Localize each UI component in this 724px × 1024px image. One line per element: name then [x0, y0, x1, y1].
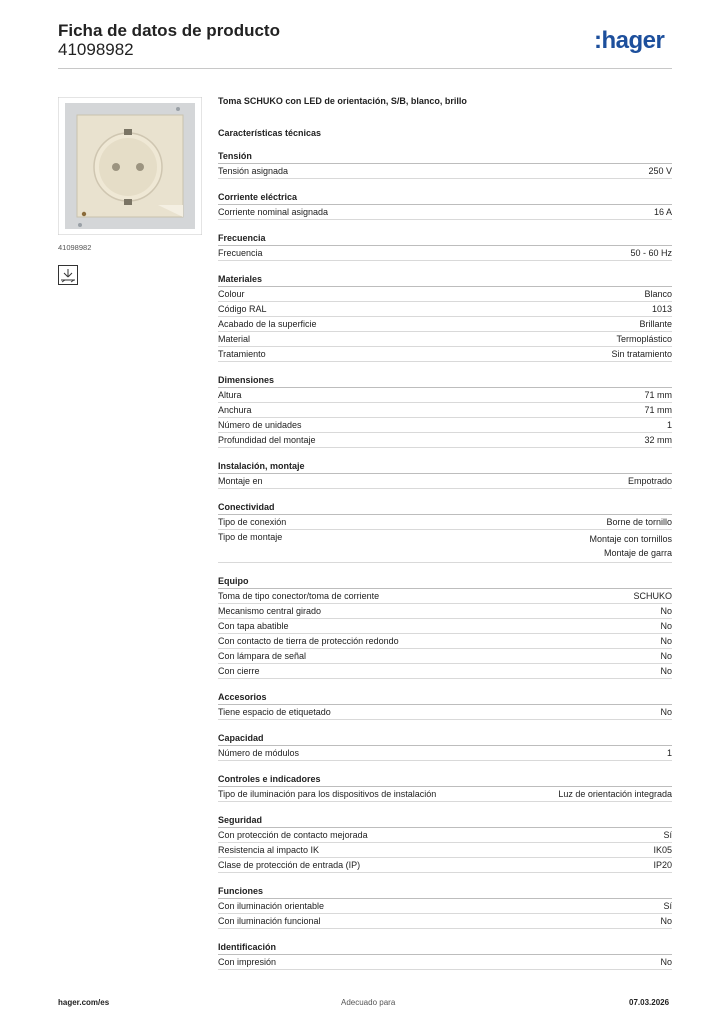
spec-row — [218, 705, 672, 720]
spec-value: 32 mm — [644, 435, 672, 445]
spec-value: Blanco — [644, 289, 672, 299]
section-title: Controles e indicadores — [218, 774, 672, 787]
spec-section — [218, 733, 672, 761]
spec-label: Con impresión — [218, 957, 277, 967]
spec-value: 250 V — [648, 166, 672, 176]
footer-website: hager.com/es — [58, 998, 110, 1007]
section-title: Tensión — [218, 151, 672, 164]
spec-label: Con lámpara de señal — [218, 651, 307, 661]
section-title: Capacidad — [218, 733, 672, 746]
spec-value: 1 — [666, 748, 672, 758]
spec-row — [218, 418, 672, 433]
spec-section — [218, 942, 672, 970]
spec-sections — [218, 151, 672, 970]
spec-label: Frecuencia — [218, 248, 263, 258]
spec-value: No — [660, 666, 672, 676]
spec-section — [218, 886, 672, 929]
spec-label: Con protección de contacto mejorada — [218, 830, 368, 840]
spec-value: 16 A — [653, 207, 672, 217]
spec-section — [218, 502, 672, 563]
spec-row — [218, 787, 672, 802]
spec-row — [218, 858, 672, 873]
spec-value: No — [660, 651, 672, 661]
spec-label: Número de módulos — [218, 748, 300, 758]
spec-label: Tratamiento — [218, 349, 266, 359]
spec-row — [218, 634, 672, 649]
spec-value: No — [660, 606, 672, 616]
spec-row — [218, 899, 672, 914]
footer-date: 07.03.2026 — [629, 998, 670, 1007]
hager-logo: :hager — [594, 27, 665, 54]
header-divider — [58, 68, 672, 69]
spec-value: Luz de orientación integrada — [558, 789, 672, 799]
section-title: Instalación, montaje — [218, 461, 672, 474]
product-image — [58, 97, 202, 235]
spec-label: Mecanismo central girado — [218, 606, 322, 616]
spec-value: Sí — [663, 901, 672, 911]
spec-label: Tipo de iluminación para los dispositivos de instalación — [218, 789, 437, 799]
spec-value: Montaje con tornillos — [589, 534, 672, 544]
spec-row — [218, 515, 672, 530]
spec-value: No — [660, 707, 672, 717]
product-title: Toma SCHUKO con LED de orientación, S/B, blanco, brillo — [218, 96, 467, 106]
flush-mounting-icon — [58, 265, 78, 285]
spec-value: No — [660, 621, 672, 631]
section-title: Frecuencia — [218, 233, 672, 246]
spec-label: Clase de protección de entrada (IP) — [218, 860, 361, 870]
spec-row — [218, 302, 672, 317]
spec-section — [218, 815, 672, 873]
spec-section — [218, 233, 672, 261]
spec-label: Material — [218, 334, 251, 344]
spec-value: Sin tratamiento — [611, 349, 672, 359]
spec-section — [218, 375, 672, 448]
spec-row — [218, 317, 672, 332]
spec-value: Termoplástico — [616, 334, 672, 344]
spec-row — [218, 619, 672, 634]
spec-label: Con tapa abatible — [218, 621, 289, 631]
spec-value: Borne de tornillo — [606, 517, 672, 527]
spec-label: Toma de tipo conector/toma de corriente — [218, 591, 380, 601]
characteristics-heading: Características técnicas — [218, 128, 322, 138]
spec-label: Con iluminación funcional — [218, 916, 321, 926]
section-title: Identificación — [218, 942, 672, 955]
spec-section — [218, 576, 672, 679]
spec-value: 1 — [666, 420, 672, 430]
spec-row — [218, 649, 672, 664]
spec-row — [218, 332, 672, 347]
spec-label: Tipo de conexión — [218, 517, 287, 527]
spec-value: 71 mm — [644, 390, 672, 400]
spec-row — [218, 914, 672, 929]
section-title: Seguridad — [218, 815, 672, 828]
spec-row — [218, 205, 672, 220]
datasheet-content — [218, 96, 672, 983]
spec-row — [218, 828, 672, 843]
spec-value: Brillante — [639, 319, 672, 329]
spec-value: No — [660, 957, 672, 967]
spec-label: Resistencia al impacto IK — [218, 845, 320, 855]
spec-label: Acabado de la superficie — [218, 319, 317, 329]
footer-suitable-for: Adecuado para — [341, 998, 396, 1007]
section-title: Conectividad — [218, 502, 672, 515]
spec-label: Código RAL — [218, 304, 267, 314]
spec-value: Empotrado — [627, 476, 672, 486]
section-title: Accesorios — [218, 692, 672, 705]
spec-row — [218, 246, 672, 261]
spec-label: Profundidad del montaje — [218, 435, 316, 445]
spec-value-list — [589, 532, 672, 560]
header-title: Ficha de datos de producto — [58, 21, 280, 40]
spec-row — [218, 843, 672, 858]
spec-value: IK05 — [653, 845, 672, 855]
spec-section — [218, 274, 672, 362]
header-product-code: 41098982 — [58, 40, 134, 59]
spec-label: Altura — [218, 390, 242, 400]
spec-section — [218, 692, 672, 720]
spec-label: Tensión asignada — [218, 166, 289, 176]
spec-row — [218, 474, 672, 489]
spec-row — [218, 955, 672, 970]
spec-label: Anchura — [218, 405, 252, 415]
spec-value: No — [660, 636, 672, 646]
section-title: Dimensiones — [218, 375, 672, 388]
spec-label: Tiene espacio de etiquetado — [218, 707, 331, 717]
spec-row — [218, 403, 672, 418]
spec-label: Tipo de montaje — [218, 532, 283, 542]
spec-section — [218, 151, 672, 179]
spec-label: Con cierre — [218, 666, 260, 676]
spec-section — [218, 774, 672, 802]
spec-row — [218, 164, 672, 179]
spec-section — [218, 461, 672, 489]
spec-row — [218, 347, 672, 362]
spec-value: IP20 — [653, 860, 672, 870]
spec-section — [218, 192, 672, 220]
spec-row — [218, 604, 672, 619]
spec-row — [218, 433, 672, 448]
spec-row — [218, 589, 672, 604]
spec-row — [218, 746, 672, 761]
section-title: Materiales — [218, 274, 672, 287]
section-title: Equipo — [218, 576, 672, 589]
spec-label: Con iluminación orientable — [218, 901, 325, 911]
spec-row — [218, 664, 672, 679]
spec-value: 50 - 60 Hz — [630, 248, 672, 258]
spec-label: Montaje en — [218, 476, 263, 486]
spec-label: Número de unidades — [218, 420, 302, 430]
spec-row — [218, 530, 672, 563]
spec-row — [218, 287, 672, 302]
spec-value: Sí — [663, 830, 672, 840]
spec-label: Corriente nominal asignada — [218, 207, 329, 217]
spec-row — [218, 388, 672, 403]
spec-value: No — [660, 916, 672, 926]
spec-value: SCHUKO — [633, 591, 672, 601]
spec-label: Colour — [218, 289, 245, 299]
spec-label: Con contacto de tierra de protección redondo — [218, 636, 399, 646]
spec-value: Montaje de garra — [603, 548, 672, 558]
image-caption: 41098982 — [58, 243, 92, 252]
section-title: Corriente eléctrica — [218, 192, 672, 205]
spec-value: 1013 — [651, 304, 672, 314]
section-title: Funciones — [218, 886, 672, 899]
spec-value: 71 mm — [644, 405, 672, 415]
